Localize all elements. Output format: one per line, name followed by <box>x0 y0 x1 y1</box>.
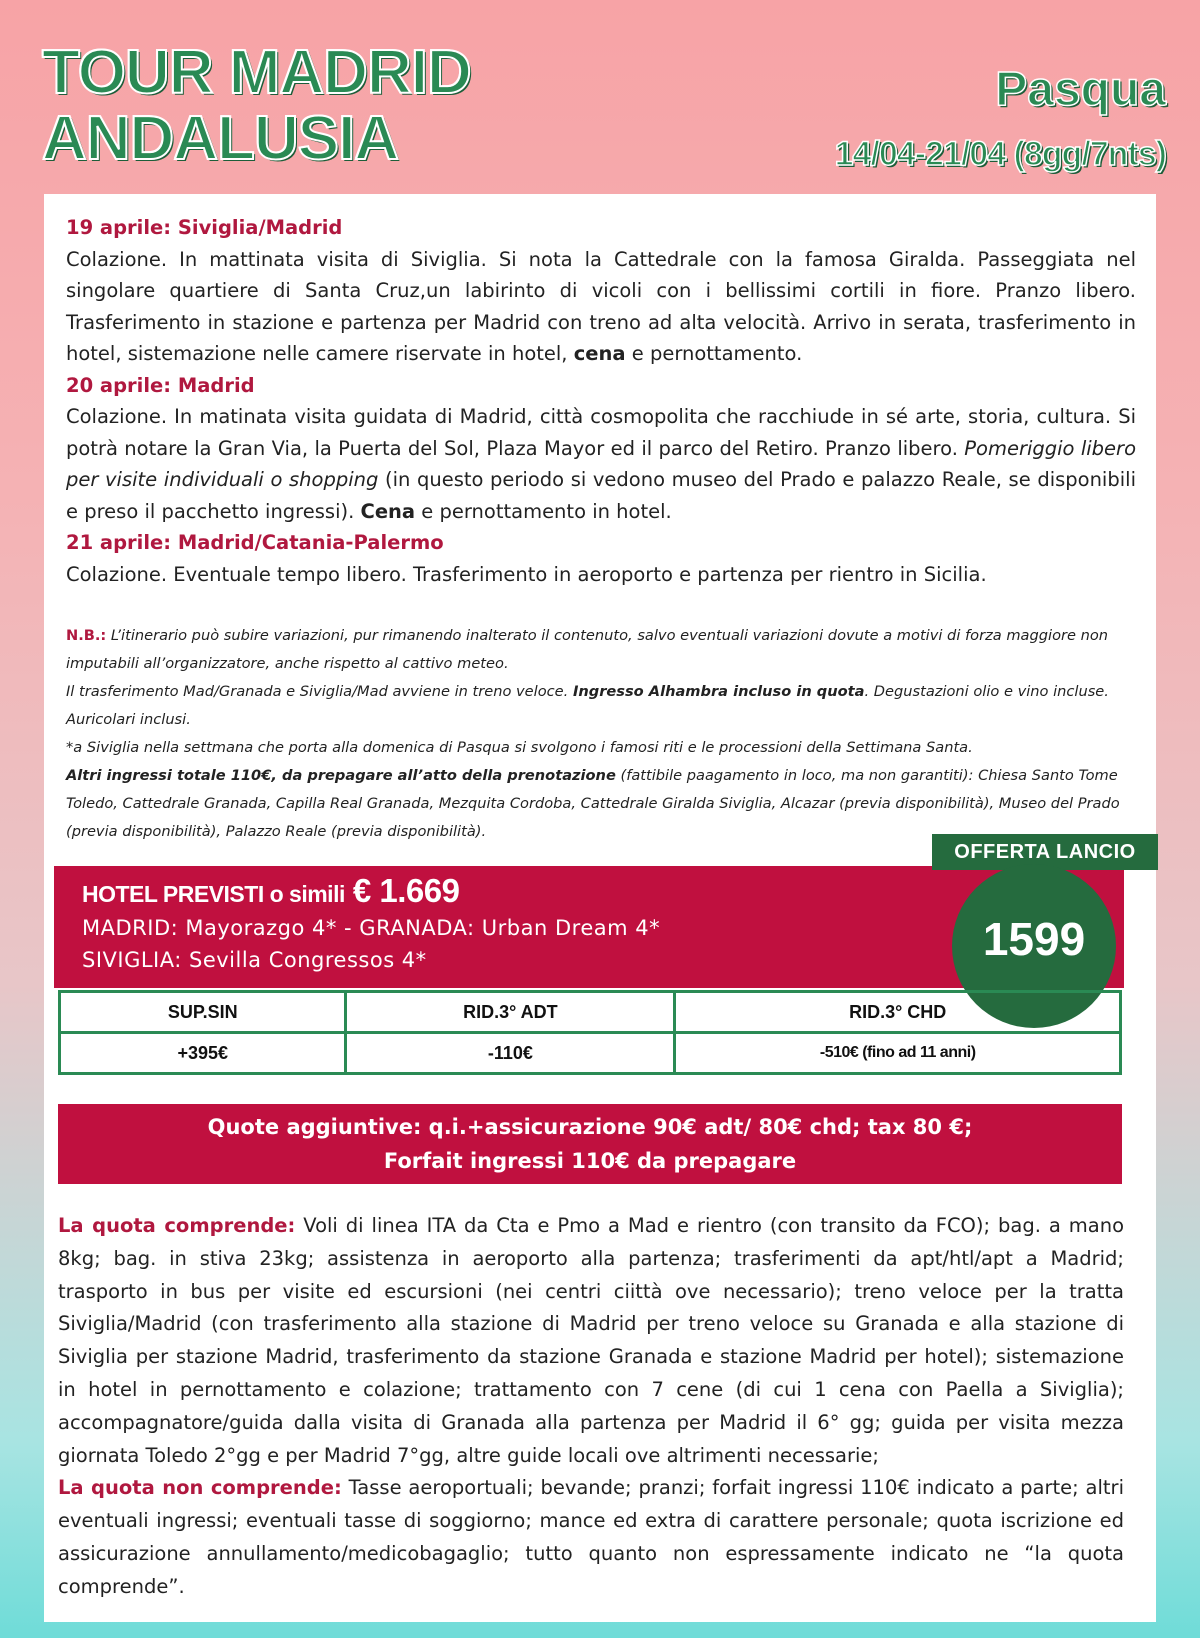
table-cell: -110€ <box>346 1033 675 1074</box>
inclusions-label: La quota comprende: <box>58 1214 296 1237</box>
exclusions-label: La quota non comprende: <box>58 1476 342 1500</box>
notes <box>66 622 1136 846</box>
tour-title-line2: ANDALUSIA <box>42 104 399 173</box>
table-cell: +395€ <box>60 1033 346 1074</box>
nb-label: N.B.: <box>66 627 107 644</box>
day-text-italic: Pomeriggio libero per visite individuali o shopping <box>66 436 1136 491</box>
inclusions-text: Voli di linea ITA da Cta e Pmo a Mad e rientro (con transito da FCO); bag. a mano 8kg; bag. in stiva 23kg; assistenza in aeroporto alla partenza; trasferimenti da apt/htl/apt a Madrid; trasporto in bus per visite ed escursioni (nei centri ciittà ove necessario); treno veloce per la tratta Siviglia/Madrid (con trasferimento alla stazione di Madrid per treno veloce su Granada e alla stazione di Siviglia per stazione Madrid, trasferimento da stazione Granada e stazione Madrid per hotel); sistemazione in hotel in pernottamento e colazione; trattamento con 7 cene (di cui 1 cena con Paella a Siviglia); accompagnatore/guida dalla visita di Granada alla partenza per Madrid il 6° gg; guida per visita mezza giornata Toledo 2°gg e per Madrid 7°gg, altre guide locali ove altrimenti necessarie; <box>58 1214 1124 1467</box>
day-text: e pernottamento in hotel. <box>415 499 672 523</box>
day-text: Colazione. In mattinata visita di Siviglia. Si nota la Cattedrale con la famosa Giralda. Passeggiata nel singolare quartiere di Santa Cruz,un labirinto di vicoli con i bellissimi cortili in fiore. Pranzo libero. Trasferimento in stazione e partenza per Madrid con treno ad alta velocità. Arrivo in serata, trasferimento in hotel, sistemazione nelle camere riservate in hotel, <box>66 247 1136 365</box>
day-description: Colazione. Eventuale tempo libero. Trasferimento in aeroporto e partenza per rientro in Sicilia. <box>66 562 987 586</box>
tasting-text: . Degustazioni olio e vino incluse. Auricolari inclusi. <box>66 683 1109 728</box>
transfer-note <box>66 678 1136 734</box>
itinerary <box>66 212 1136 590</box>
additional-fees-box <box>58 1104 1122 1184</box>
day-title: 21 aprile: Madrid/Catania-Palermo <box>66 531 444 554</box>
offer-label: OFFERTA LANCIO <box>932 834 1158 870</box>
table-header: RID.3° ADT <box>346 992 675 1033</box>
table-header: RID.3° CHD <box>675 992 1121 1033</box>
supplements-table <box>58 990 1122 1075</box>
transfer-text: Il trasferimento Mad/Granada e Siviglia/Mad avviene in treno veloce. <box>66 683 573 700</box>
base-price: € 1.669 <box>352 872 460 909</box>
nb-note <box>66 622 1136 678</box>
nb-text: L’itinerario può subire variazioni, pur rimanendo inalterato il contenuto, salvo eventuali variazioni dovute a motivi di forza maggiore non imputabili all’organizzatore, anche rispetto al cattivo meteo. <box>66 627 1109 672</box>
offer-price-badge: 1599 <box>952 864 1116 1028</box>
other-entries-bold: Altri ingressi totale 110€, da prepagare all’atto della prenotazione <box>66 767 616 784</box>
hotels-line: MADRID: Mayorazgo 4* - GRANADA: Urban Dream 4* <box>82 916 661 940</box>
additional-fees-line: Forfait ingressi 110€ da prepagare <box>383 1149 797 1173</box>
table-header: SUP.SIN <box>60 992 346 1033</box>
hotels-line: SIVIGLIA: Sevilla Congressos 4* <box>82 948 427 972</box>
content-panel <box>44 194 1156 1622</box>
day-text: Colazione. In matinata visita guidata di Madrid, città cosmopolita che racchiude in sé arte, storia, cultura. Si potrà notare la Gran Via, la Puerta del Sol, Plaza Mayor ed il parco del Retiro. Pranzo libero. <box>66 405 1136 460</box>
tour-title <box>42 40 642 172</box>
day-title: 20 aprile: Madrid <box>66 373 255 397</box>
additional-fees-line: Quote aggiuntive: q.i.+assicurazione 90€ adt/ 80€ chd; tax 80 €; <box>207 1115 973 1139</box>
season-label: Pasqua <box>995 63 1166 116</box>
hotels-title <box>82 872 459 910</box>
table-cell: -510€ (fino ad 11 anni) <box>675 1033 1121 1074</box>
day-text-bold: Cena <box>360 499 416 523</box>
day-title: 19 aprile: Siviglia/Madrid <box>66 216 343 239</box>
day-text: (in questo periodo si vedono museo del Prado e palazzo Reale, se disponibili e preso il pacchetto ingressi). <box>66 468 1136 523</box>
day-text: e pernottamento. <box>625 342 803 365</box>
inclusions <box>58 1210 1124 1472</box>
table-header-row <box>60 992 1121 1033</box>
tour-period <box>835 62 1166 176</box>
hotels-title-text: HOTEL PREVISTI o simili <box>82 881 345 907</box>
alhambra-text: Ingresso Alhambra incluso in quota <box>572 683 865 700</box>
day-text-bold: cena <box>573 342 626 365</box>
table-row <box>60 1033 1121 1074</box>
seville-note: *a Siviglia nella settmana che porta alla domenica di Pasqua si svolgono i famosi riti e le processioni della Settimana Santa. <box>66 739 973 756</box>
tour-dates: 14/04-21/04 (8gg/7nts) <box>834 135 1166 173</box>
exclusions <box>58 1472 1124 1603</box>
tour-title-line1: TOUR MADRID <box>42 38 471 107</box>
inclusions-section <box>58 1210 1124 1604</box>
exclusions-text: Tasse aeroportuali; bevande; pranzi; forfait ingressi 110€ indicato a parte; altri eventuali ingressi; eventuali tasse di soggiorno; mance ed extra di carattere personale; quota iscrizione ed assicurazione annullamento/medicobagaglio; tutto quanto non espressamente indicato ne “la quota comprende”. <box>58 1476 1124 1598</box>
other-entries-text: (fattibile paagamento in loco, ma non garantiti): Chiesa Santo Tome Toledo, Cattedrale Granada, Capilla Real Granada, Mezquita Cordoba, Cattedrale Giralda Siviglia, Alcazar (previa disponibilità), Museo del Prado (previa disponibilità), Palazzo Reale (previa disponibilità). <box>66 767 1120 840</box>
day-description <box>66 244 1136 370</box>
day-description <box>66 401 1136 527</box>
